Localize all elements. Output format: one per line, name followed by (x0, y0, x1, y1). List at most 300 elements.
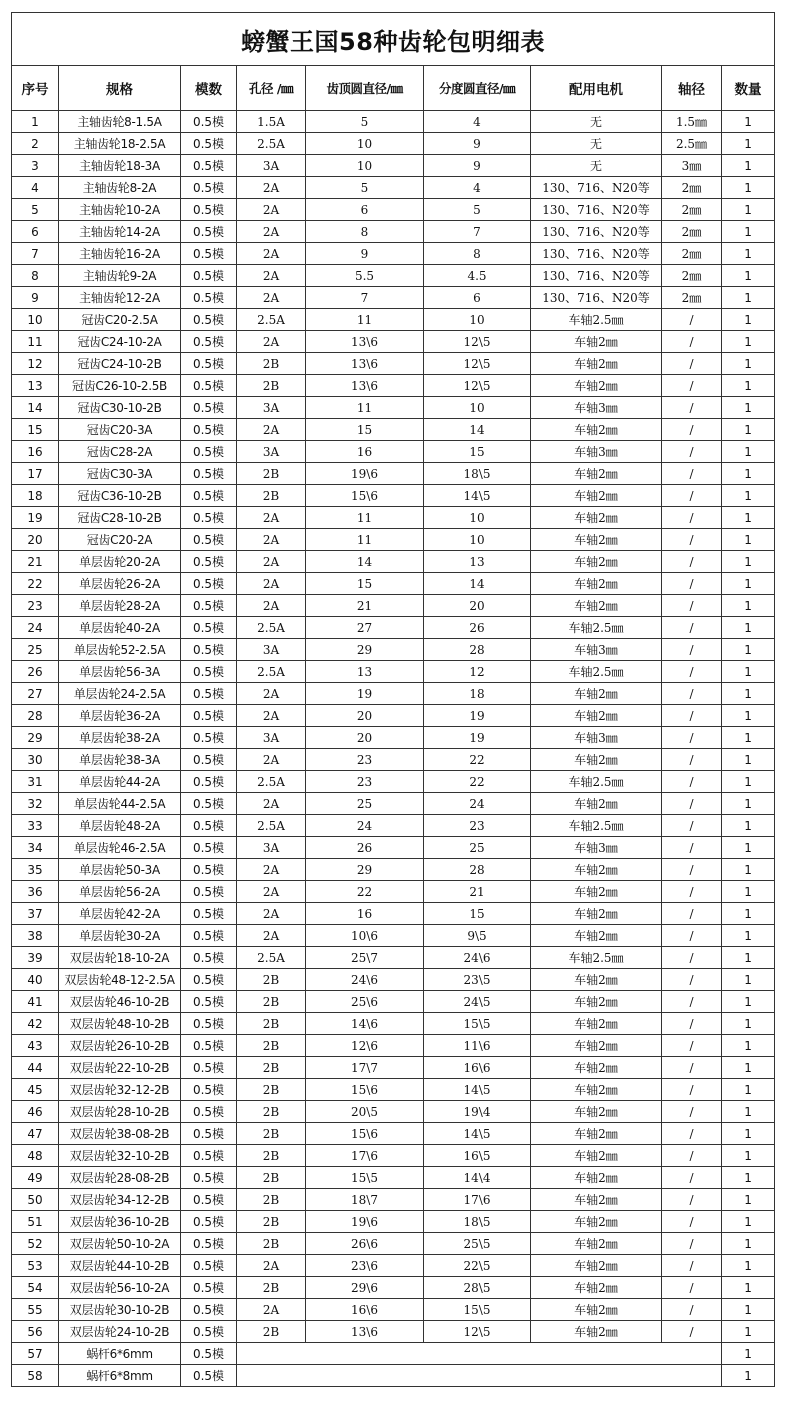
cell-index: 7 (12, 243, 59, 265)
table-row (12, 881, 775, 903)
cell-spec: 双层齿轮32-10-2B (59, 1145, 181, 1167)
cell-pitch-diameter: 12\5 (424, 375, 531, 397)
cell-quantity: 1 (722, 221, 775, 243)
cell-pitch-diameter: 5 (424, 199, 531, 221)
cell-motor: 车轴2.5㎜ (531, 771, 662, 793)
cell-module: 0.5模 (181, 815, 237, 837)
cell-motor: 130、716、N20等 (531, 221, 662, 243)
col-header-pitch-diameter: 分度圆直径/㎜ (424, 66, 531, 111)
cell-spec: 冠齿C30-3A (59, 463, 181, 485)
cell-pitch-diameter: 15 (424, 903, 531, 925)
cell-bore: 2B (237, 1035, 306, 1057)
cell-tip-diameter: 11 (306, 507, 424, 529)
cell-shaft: / (662, 1255, 722, 1277)
table-row (12, 1057, 775, 1079)
cell-pitch-diameter: 24\5 (424, 991, 531, 1013)
cell-quantity: 1 (722, 705, 775, 727)
cell-motor: 车轴2㎜ (531, 881, 662, 903)
cell-tip-diameter: 13\6 (306, 331, 424, 353)
table-body (12, 111, 775, 1387)
cell-quantity: 1 (722, 991, 775, 1013)
cell-bore: 2B (237, 485, 306, 507)
cell-shaft: / (662, 969, 722, 991)
table-row (12, 1167, 775, 1189)
cell-index: 14 (12, 397, 59, 419)
cell-quantity: 1 (722, 837, 775, 859)
cell-module: 0.5模 (181, 617, 237, 639)
cell-motor: 车轴2㎜ (531, 1277, 662, 1299)
cell-module: 0.5模 (181, 155, 237, 177)
cell-shaft: / (662, 309, 722, 331)
cell-index: 47 (12, 1123, 59, 1145)
cell-quantity: 1 (722, 1167, 775, 1189)
cell-module: 0.5模 (181, 463, 237, 485)
cell-tip-diameter: 14\6 (306, 1013, 424, 1035)
table-row (12, 1277, 775, 1299)
cell-bore: 2B (237, 991, 306, 1013)
cell-index: 11 (12, 331, 59, 353)
cell-motor: 车轴2.5㎜ (531, 617, 662, 639)
cell-quantity: 1 (722, 749, 775, 771)
cell-tip-diameter: 27 (306, 617, 424, 639)
cell-pitch-diameter: 18\5 (424, 1211, 531, 1233)
cell-tip-diameter: 29 (306, 859, 424, 881)
cell-bore: 2A (237, 683, 306, 705)
cell-pitch-diameter: 10 (424, 529, 531, 551)
cell-shaft: / (662, 353, 722, 375)
cell-pitch-diameter: 24 (424, 793, 531, 815)
cell-index: 23 (12, 595, 59, 617)
cell-tip-diameter: 19 (306, 683, 424, 705)
cell-spec: 单层齿轮36-2A (59, 705, 181, 727)
cell-pitch-diameter: 25\5 (424, 1233, 531, 1255)
cell-index: 9 (12, 287, 59, 309)
cell-index: 17 (12, 463, 59, 485)
cell-pitch-diameter: 22 (424, 749, 531, 771)
cell-bore: 3A (237, 727, 306, 749)
cell-pitch-diameter: 14\5 (424, 1079, 531, 1101)
cell-tip-diameter: 21 (306, 595, 424, 617)
cell-shaft: / (662, 1299, 722, 1321)
table-row (12, 331, 775, 353)
table-row (12, 133, 775, 155)
cell-bore: 2A (237, 925, 306, 947)
cell-pitch-diameter: 14\5 (424, 485, 531, 507)
cell-index: 3 (12, 155, 59, 177)
cell-spec: 单层齿轮20-2A (59, 551, 181, 573)
cell-spec: 冠齿C20-2A (59, 529, 181, 551)
cell-module: 0.5模 (181, 727, 237, 749)
cell-bore: 2B (237, 1079, 306, 1101)
cell-module: 0.5模 (181, 859, 237, 881)
cell-module: 0.5模 (181, 1277, 237, 1299)
cell-tip-diameter: 19\6 (306, 463, 424, 485)
cell-pitch-diameter: 13 (424, 551, 531, 573)
table-row (12, 925, 775, 947)
table-row (12, 1035, 775, 1057)
cell-pitch-diameter: 21 (424, 881, 531, 903)
cell-quantity: 1 (722, 683, 775, 705)
cell-tip-diameter: 14 (306, 551, 424, 573)
cell-quantity: 1 (722, 375, 775, 397)
cell-module: 0.5模 (181, 507, 237, 529)
cell-index: 54 (12, 1277, 59, 1299)
cell-bore: 2B (237, 1189, 306, 1211)
cell-motor: 车轴2㎜ (531, 1167, 662, 1189)
table-row (12, 793, 775, 815)
cell-tip-diameter: 17\6 (306, 1145, 424, 1167)
cell-quantity: 1 (722, 595, 775, 617)
cell-motor: 车轴2㎜ (531, 331, 662, 353)
cell-shaft: / (662, 331, 722, 353)
cell-shaft: / (662, 507, 722, 529)
col-header-shaft: 轴径 (662, 66, 722, 111)
cell-index: 32 (12, 793, 59, 815)
cell-bore: 2A (237, 221, 306, 243)
cell-quantity: 1 (722, 485, 775, 507)
cell-spec: 单层齿轮52-2.5A (59, 639, 181, 661)
cell-tip-diameter: 10 (306, 155, 424, 177)
cell-module: 0.5模 (181, 683, 237, 705)
cell-spec: 单层齿轮48-2A (59, 815, 181, 837)
cell-shaft: 2㎜ (662, 265, 722, 287)
cell-bore: 2.5A (237, 133, 306, 155)
cell-spec: 双层齿轮36-10-2B (59, 1211, 181, 1233)
cell-module: 0.5模 (181, 287, 237, 309)
cell-module: 0.5模 (181, 331, 237, 353)
cell-pitch-diameter: 15 (424, 441, 531, 463)
cell-pitch-diameter: 19 (424, 705, 531, 727)
table-row (12, 397, 775, 419)
cell-bore: 2A (237, 1255, 306, 1277)
cell-index: 2 (12, 133, 59, 155)
cell-spec: 双层齿轮34-12-2B (59, 1189, 181, 1211)
cell-motor: 车轴2㎜ (531, 1057, 662, 1079)
cell-quantity: 1 (722, 1145, 775, 1167)
cell-spec: 冠齿C24-10-2B (59, 353, 181, 375)
cell-pitch-diameter: 6 (424, 287, 531, 309)
cell-bore: 2A (237, 419, 306, 441)
cell-motor: 车轴2㎜ (531, 1123, 662, 1145)
cell-spec: 主轴齿轮14-2A (59, 221, 181, 243)
cell-index: 4 (12, 177, 59, 199)
cell-pitch-diameter: 10 (424, 397, 531, 419)
cell-shaft: / (662, 1321, 722, 1343)
cell-motor: 车轴2㎜ (531, 485, 662, 507)
cell-quantity: 1 (722, 1343, 775, 1365)
cell-tip-diameter: 15\6 (306, 1123, 424, 1145)
cell-motor: 车轴2㎜ (531, 1013, 662, 1035)
cell-spec: 双层齿轮26-10-2B (59, 1035, 181, 1057)
cell-tip-diameter: 13\6 (306, 353, 424, 375)
cell-motor: 无 (531, 111, 662, 133)
page-title: 螃蟹王国58种齿轮包明细表 (12, 13, 775, 66)
table-row (12, 485, 775, 507)
cell-quantity: 1 (722, 243, 775, 265)
cell-spec: 单层齿轮24-2.5A (59, 683, 181, 705)
cell-pitch-diameter: 4.5 (424, 265, 531, 287)
cell-module: 0.5模 (181, 1233, 237, 1255)
cell-tip-diameter: 15\6 (306, 485, 424, 507)
cell-module: 0.5模 (181, 1145, 237, 1167)
cell-spec: 双层齿轮24-10-2B (59, 1321, 181, 1343)
cell-spec: 单层齿轮44-2.5A (59, 793, 181, 815)
cell-module: 0.5模 (181, 243, 237, 265)
cell-motor: 车轴2㎜ (531, 1255, 662, 1277)
table-row (12, 595, 775, 617)
cell-bore: 2B (237, 1211, 306, 1233)
cell-bore: 2A (237, 881, 306, 903)
cell-spec: 双层齿轮44-10-2B (59, 1255, 181, 1277)
cell-quantity: 1 (722, 199, 775, 221)
cell-quantity: 1 (722, 573, 775, 595)
cell-module: 0.5模 (181, 133, 237, 155)
cell-pitch-diameter: 14\5 (424, 1123, 531, 1145)
cell-motor: 车轴3㎜ (531, 837, 662, 859)
cell-spec: 主轴齿轮18-2.5A (59, 133, 181, 155)
cell-bore: 3A (237, 397, 306, 419)
cell-tip-diameter: 25 (306, 793, 424, 815)
cell-index: 10 (12, 309, 59, 331)
cell-motor: 车轴2㎜ (531, 1189, 662, 1211)
cell-pitch-diameter: 28 (424, 859, 531, 881)
cell-tip-diameter: 13 (306, 661, 424, 683)
cell-motor: 无 (531, 133, 662, 155)
cell-pitch-diameter: 19 (424, 727, 531, 749)
cell-module: 0.5模 (181, 639, 237, 661)
cell-shaft: / (662, 1013, 722, 1035)
cell-quantity: 1 (722, 881, 775, 903)
cell-spec: 冠齿C28-2A (59, 441, 181, 463)
cell-quantity: 1 (722, 661, 775, 683)
cell-shaft: / (662, 1233, 722, 1255)
cell-shaft: / (662, 859, 722, 881)
cell-index: 6 (12, 221, 59, 243)
cell-pitch-diameter: 26 (424, 617, 531, 639)
cell-spec: 双层齿轮56-10-2A (59, 1277, 181, 1299)
cell-spec: 主轴齿轮8-1.5A (59, 111, 181, 133)
cell-index: 44 (12, 1057, 59, 1079)
cell-shaft: / (662, 441, 722, 463)
cell-tip-diameter: 17\7 (306, 1057, 424, 1079)
cell-module: 0.5模 (181, 375, 237, 397)
cell-pitch-diameter: 22 (424, 771, 531, 793)
cell-bore: 2.5A (237, 309, 306, 331)
cell-module: 0.5模 (181, 353, 237, 375)
cell-tip-diameter: 8 (306, 221, 424, 243)
cell-motor: 车轴2.5㎜ (531, 309, 662, 331)
cell-bore: 2B (237, 1123, 306, 1145)
cell-bore: 2B (237, 463, 306, 485)
cell-bore: 2A (237, 859, 306, 881)
cell-shaft: / (662, 683, 722, 705)
cell-tip-diameter: 29 (306, 639, 424, 661)
cell-tip-diameter: 13\6 (306, 375, 424, 397)
cell-index: 51 (12, 1211, 59, 1233)
cell-index: 22 (12, 573, 59, 595)
cell-spec: 冠齿C30-10-2B (59, 397, 181, 419)
cell-index: 16 (12, 441, 59, 463)
table-row (12, 265, 775, 287)
cell-quantity: 1 (722, 1035, 775, 1057)
cell-shaft: / (662, 419, 722, 441)
cell-bore: 2B (237, 1145, 306, 1167)
cell-empty (237, 1343, 722, 1365)
cell-pitch-diameter: 4 (424, 177, 531, 199)
cell-tip-diameter: 23 (306, 749, 424, 771)
cell-module: 0.5模 (181, 485, 237, 507)
table-row (12, 1321, 775, 1343)
table-row (12, 661, 775, 683)
cell-index: 31 (12, 771, 59, 793)
col-header-spec: 规格 (59, 66, 181, 111)
cell-tip-diameter: 25\6 (306, 991, 424, 1013)
cell-shaft: 2㎜ (662, 221, 722, 243)
cell-motor: 车轴2㎜ (531, 507, 662, 529)
header-row (12, 66, 775, 111)
cell-module: 0.5模 (181, 1321, 237, 1343)
cell-module: 0.5模 (181, 1343, 237, 1365)
cell-module: 0.5模 (181, 573, 237, 595)
cell-pitch-diameter: 20 (424, 595, 531, 617)
cell-bore: 2A (237, 1299, 306, 1321)
table-row (12, 617, 775, 639)
cell-shaft: / (662, 705, 722, 727)
cell-tip-diameter: 10 (306, 133, 424, 155)
cell-motor: 车轴2㎜ (531, 551, 662, 573)
cell-shaft: / (662, 749, 722, 771)
cell-module: 0.5模 (181, 881, 237, 903)
cell-shaft: / (662, 529, 722, 551)
table-row (12, 111, 775, 133)
cell-pitch-diameter: 12\5 (424, 1321, 531, 1343)
cell-bore: 2.5A (237, 815, 306, 837)
cell-module: 0.5模 (181, 661, 237, 683)
cell-spec: 单层齿轮50-3A (59, 859, 181, 881)
cell-quantity: 1 (722, 1299, 775, 1321)
cell-index: 53 (12, 1255, 59, 1277)
cell-spec: 单层齿轮44-2A (59, 771, 181, 793)
cell-spec: 双层齿轮48-10-2B (59, 1013, 181, 1035)
cell-bore: 2B (237, 1277, 306, 1299)
table-row (12, 1343, 775, 1365)
cell-index: 1 (12, 111, 59, 133)
table-row (12, 639, 775, 661)
cell-motor: 车轴2㎜ (531, 1145, 662, 1167)
table-row (12, 551, 775, 573)
cell-shaft: / (662, 1189, 722, 1211)
cell-spec: 单层齿轮30-2A (59, 925, 181, 947)
cell-module: 0.5模 (181, 199, 237, 221)
cell-quantity: 1 (722, 111, 775, 133)
cell-motor: 车轴2㎜ (531, 903, 662, 925)
cell-shaft: / (662, 573, 722, 595)
cell-motor: 车轴2㎜ (531, 1321, 662, 1343)
cell-bore: 2B (237, 353, 306, 375)
cell-index: 40 (12, 969, 59, 991)
gear-detail-sheet (11, 12, 775, 1387)
cell-module: 0.5模 (181, 1365, 237, 1387)
cell-index: 58 (12, 1365, 59, 1387)
cell-spec: 单层齿轮38-2A (59, 727, 181, 749)
cell-motor: 130、716、N20等 (531, 287, 662, 309)
cell-shaft: / (662, 463, 722, 485)
table-row (12, 969, 775, 991)
cell-shaft: / (662, 793, 722, 815)
cell-shaft: / (662, 595, 722, 617)
cell-module: 0.5模 (181, 903, 237, 925)
cell-tip-diameter: 16 (306, 441, 424, 463)
cell-tip-diameter: 26\6 (306, 1233, 424, 1255)
table-row (12, 859, 775, 881)
cell-quantity: 1 (722, 287, 775, 309)
cell-motor: 车轴3㎜ (531, 727, 662, 749)
cell-module: 0.5模 (181, 595, 237, 617)
cell-pitch-diameter: 7 (424, 221, 531, 243)
table-row (12, 705, 775, 727)
cell-shaft: / (662, 727, 722, 749)
cell-bore: 2B (237, 1167, 306, 1189)
cell-quantity: 1 (722, 771, 775, 793)
cell-quantity: 1 (722, 419, 775, 441)
cell-tip-diameter: 11 (306, 397, 424, 419)
cell-tip-diameter: 16 (306, 903, 424, 925)
cell-spec: 主轴齿轮8-2A (59, 177, 181, 199)
cell-quantity: 1 (722, 1013, 775, 1035)
cell-tip-diameter: 24\6 (306, 969, 424, 991)
cell-pitch-diameter: 12\5 (424, 353, 531, 375)
cell-bore: 2A (237, 529, 306, 551)
table-row (12, 155, 775, 177)
cell-pitch-diameter: 25 (424, 837, 531, 859)
cell-pitch-diameter: 18 (424, 683, 531, 705)
cell-module: 0.5模 (181, 441, 237, 463)
cell-tip-diameter: 16\6 (306, 1299, 424, 1321)
cell-quantity: 1 (722, 1211, 775, 1233)
cell-pitch-diameter: 12\5 (424, 331, 531, 353)
cell-index: 26 (12, 661, 59, 683)
cell-pitch-diameter: 28\5 (424, 1277, 531, 1299)
cell-index: 29 (12, 727, 59, 749)
cell-module: 0.5模 (181, 1057, 237, 1079)
cell-motor: 无 (531, 155, 662, 177)
cell-motor: 车轴2㎜ (531, 1211, 662, 1233)
cell-index: 8 (12, 265, 59, 287)
table-row (12, 749, 775, 771)
cell-module: 0.5模 (181, 1167, 237, 1189)
cell-motor: 车轴2㎜ (531, 1035, 662, 1057)
cell-pitch-diameter: 9\5 (424, 925, 531, 947)
cell-bore: 3A (237, 837, 306, 859)
cell-motor: 车轴2㎜ (531, 683, 662, 705)
cell-tip-diameter: 26 (306, 837, 424, 859)
cell-tip-diameter: 11 (306, 529, 424, 551)
cell-bore: 2B (237, 1101, 306, 1123)
cell-module: 0.5模 (181, 551, 237, 573)
cell-spec: 主轴齿轮12-2A (59, 287, 181, 309)
cell-bore: 2A (237, 573, 306, 595)
cell-spec: 冠齿C26-10-2.5B (59, 375, 181, 397)
cell-module: 0.5模 (181, 1123, 237, 1145)
cell-tip-diameter: 12\6 (306, 1035, 424, 1057)
cell-empty (237, 1365, 722, 1387)
cell-quantity: 1 (722, 177, 775, 199)
table-row (12, 1211, 775, 1233)
cell-spec: 双层齿轮38-08-2B (59, 1123, 181, 1145)
cell-shaft: 2㎜ (662, 243, 722, 265)
cell-index: 50 (12, 1189, 59, 1211)
cell-tip-diameter: 22 (306, 881, 424, 903)
